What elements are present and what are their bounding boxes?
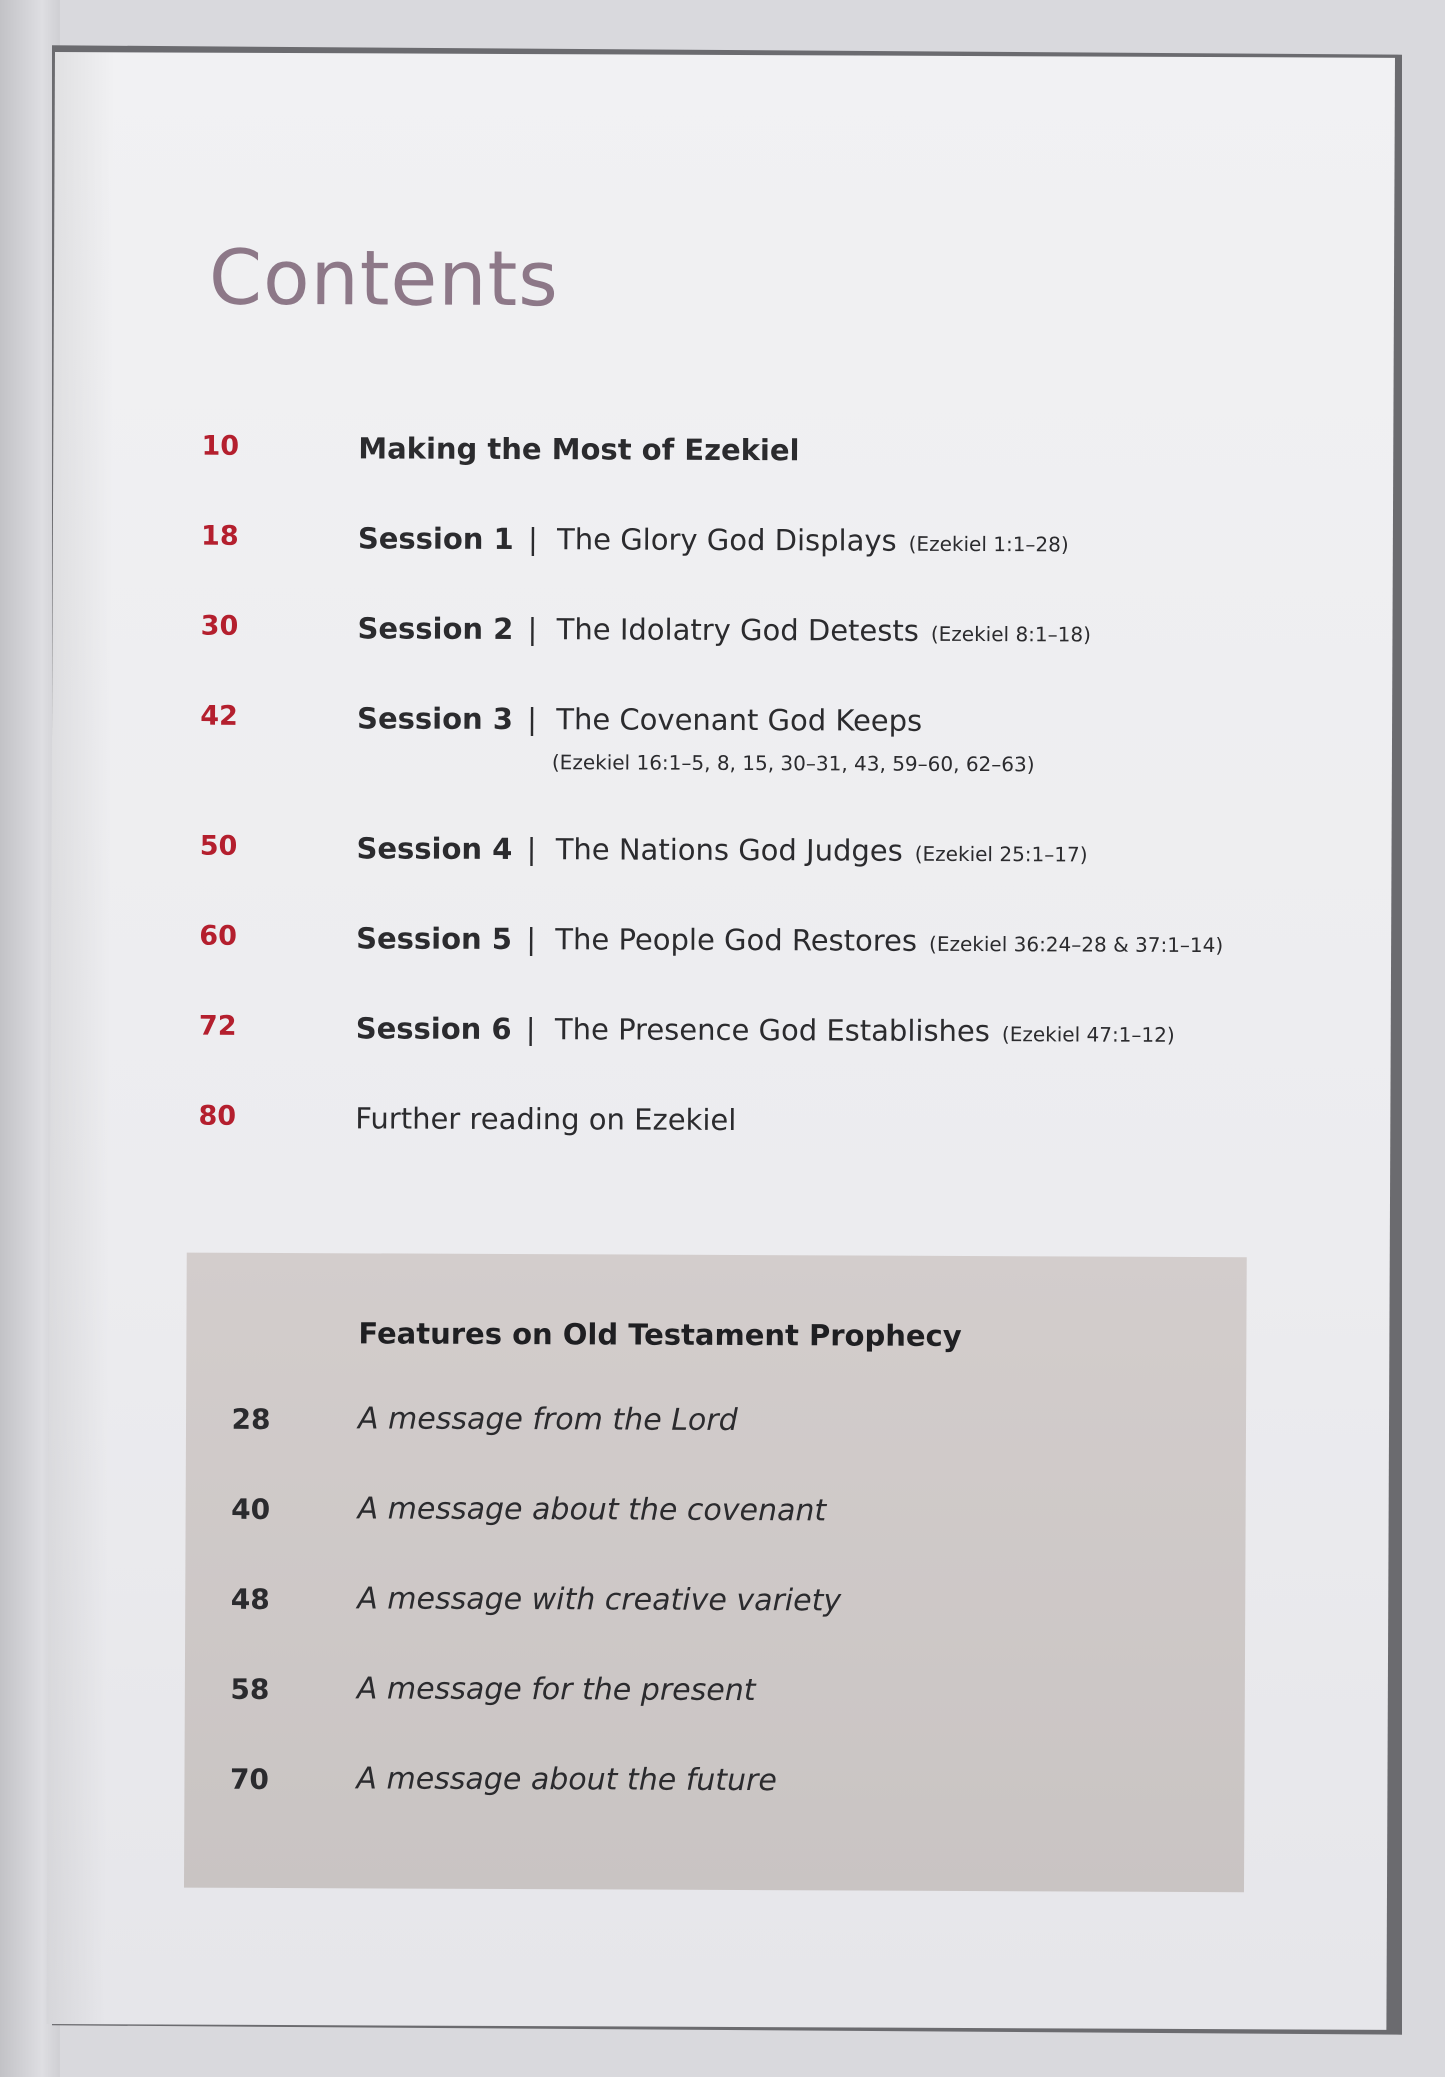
feature-title[interactable]: A message with creative variety xyxy=(357,1581,842,1619)
scripture-reference: (Ezekiel 47:1–12) xyxy=(1001,1022,1175,1047)
toc-session-entry xyxy=(356,831,1087,868)
scripture-reference: (Ezekiel 1:1–28) xyxy=(908,531,1069,557)
book-page xyxy=(46,52,1395,2030)
separator: | xyxy=(526,922,537,957)
feature-title[interactable]: A message for the present xyxy=(356,1671,756,1709)
scripture-reference: (Ezekiel 8:1–18) xyxy=(930,621,1091,647)
toc-session-entry xyxy=(356,921,1223,959)
toc-page-number: 72 xyxy=(198,1010,237,1042)
toc-entry[interactable] xyxy=(53,520,1353,586)
separator: | xyxy=(526,832,537,867)
feature-page-number: 28 xyxy=(231,1402,271,1436)
features-box xyxy=(184,1253,1247,1893)
feature-title[interactable]: A message about the future xyxy=(356,1761,777,1799)
session-title: The Covenant God Keeps xyxy=(556,702,923,738)
session-label: Session 5 xyxy=(356,921,513,957)
feature-page-number: 48 xyxy=(230,1582,270,1616)
toc-entry[interactable] xyxy=(53,430,1353,496)
separator: | xyxy=(527,612,538,647)
toc-page-number: 18 xyxy=(201,520,239,552)
toc-page-number: 42 xyxy=(200,700,238,732)
separator: | xyxy=(527,522,538,557)
toc-session-entry xyxy=(357,611,1091,648)
toc-session-entry xyxy=(358,521,1069,558)
toc-page-number: 50 xyxy=(199,830,238,862)
toc-entry[interactable] xyxy=(51,830,1351,896)
session-label: Session 6 xyxy=(355,1011,512,1047)
feature-title[interactable]: A message from the Lord xyxy=(357,1401,738,1438)
scripture-reference: (Ezekiel 16:1–5, 8, 15, 30–31, 43, 59–60, 62–63) xyxy=(551,750,1035,777)
session-title: The Glory God Displays xyxy=(557,522,897,558)
session-label: Session 4 xyxy=(356,831,513,867)
session-label: Session 3 xyxy=(357,701,514,737)
toc-session-entry xyxy=(356,1011,1175,1049)
session-title: The Nations God Judges xyxy=(555,832,903,868)
page-title: Contents xyxy=(208,232,560,324)
toc-page-number: 30 xyxy=(200,610,239,642)
toc-entry[interactable] xyxy=(52,610,1352,676)
session-title: The People God Restores xyxy=(555,922,918,958)
toc-title: Making the Most of Ezekiel xyxy=(358,431,800,468)
toc-page-number: 10 xyxy=(201,430,240,462)
toc-entry[interactable] xyxy=(50,1100,1350,1166)
session-title: The Idolatry God Detests xyxy=(556,612,919,648)
feature-page-number: 70 xyxy=(229,1762,270,1796)
toc-entry[interactable] xyxy=(51,920,1351,986)
features-heading: Features on Old Testament Prophecy xyxy=(358,1316,962,1353)
toc-title: Further reading on Ezekiel xyxy=(355,1101,737,1137)
toc-session-entry xyxy=(357,701,922,737)
session-label: Session 2 xyxy=(357,611,514,647)
toc-page-number: 80 xyxy=(198,1100,237,1132)
feature-title[interactable]: A message about the covenant xyxy=(357,1491,827,1529)
session-label: Session 1 xyxy=(357,521,514,557)
session-title: The Presence God Establishes xyxy=(554,1012,991,1049)
toc-page-number: 60 xyxy=(199,920,237,952)
toc-entry[interactable] xyxy=(51,1010,1351,1076)
feature-page-number: 58 xyxy=(230,1672,270,1706)
scripture-reference: (Ezekiel 36:24–28 & 37:1–14) xyxy=(929,931,1224,958)
scripture-reference: (Ezekiel 25:1–17) xyxy=(914,841,1088,867)
toc-entry[interactable] xyxy=(52,700,1352,806)
feature-page-number: 40 xyxy=(231,1492,271,1526)
separator: | xyxy=(525,1012,536,1047)
separator: | xyxy=(527,702,538,737)
